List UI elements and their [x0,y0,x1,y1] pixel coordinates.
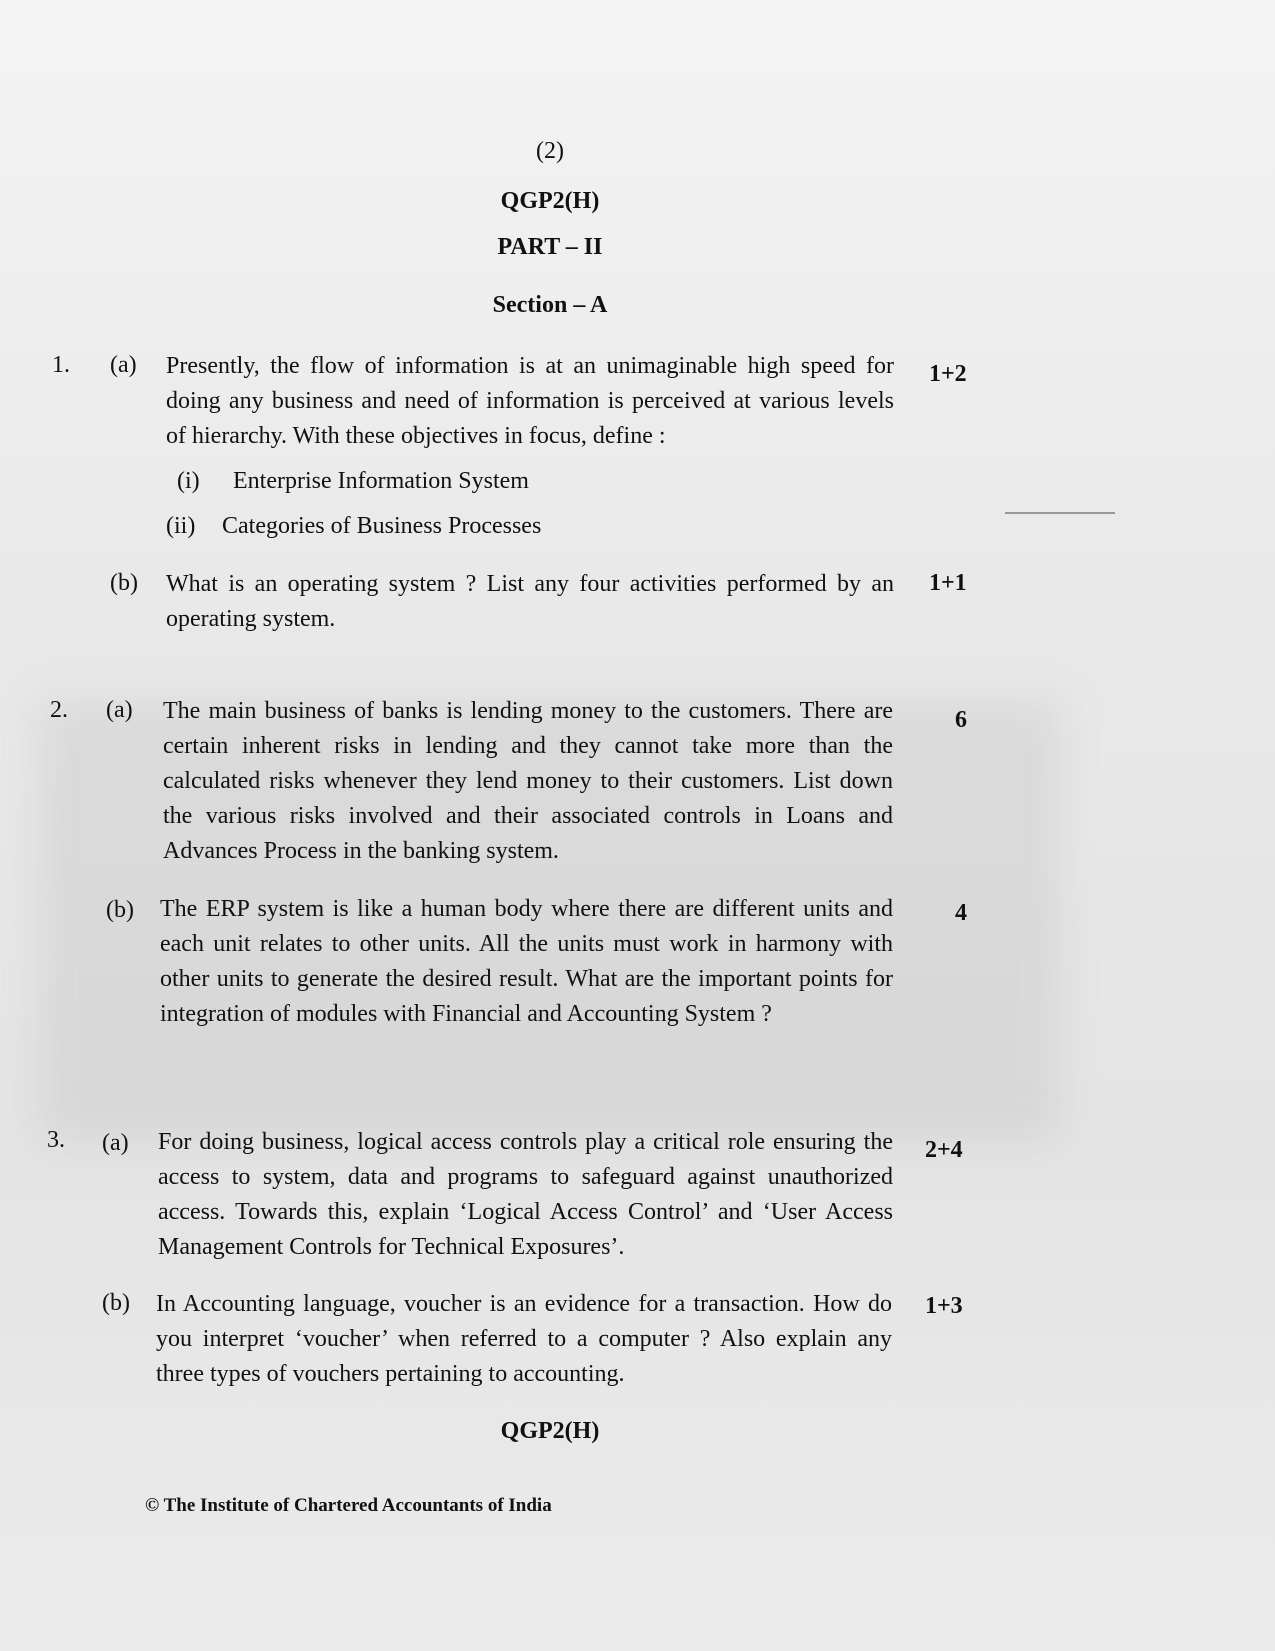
marks: 1+2 [929,361,967,387]
subquestion-label: (b) [106,897,134,923]
question-text: The main business of banks is lending money to the customers. There are certain inherent risks in lending and they cannot take more than the calculated risks whenever they lend money to their customers. List down the various risks involved and their associated controls in Loans and Advances Process in the banking system. [163,698,893,864]
list-item-text: Enterprise Information System [233,468,529,494]
marks: 2+4 [925,1137,963,1163]
question-number: 2. [50,697,68,723]
question-text: What is an operating system ? List any four activities performed by an operating system. [166,571,894,632]
part-heading: PART – II [497,234,603,260]
subquestion-label: (a) [102,1130,129,1156]
question-text: In Accounting language, voucher is an evidence for a transaction. How do you interpret ‘voucher’ when referred to a computer ? Also explain any three types of vouchers pertaining to accounting. [156,1291,892,1387]
list-item [166,513,541,540]
list-item-number: (ii) [166,513,196,539]
subquestion-label: (a) [110,352,137,378]
subquestion-label: (b) [102,1290,130,1316]
marks: 1+1 [929,570,967,596]
question-number: 3. [47,1127,65,1153]
question-text: For doing business, logical access controls play a critical role ensuring the access to system, data and programs to safeguard against unauthorized access. Towards this, explain ‘Logical Access Control’ and ‘User Access Management Controls for Technical Exposures’. [158,1129,893,1260]
question-number: 1. [52,352,70,378]
copyright-notice: © The Institute of Chartered Accountants of India [145,1495,552,1516]
list-item [177,468,529,495]
question-text: The ERP system is like a human body where there are different units and each unit relates to other units. All the units must work in harmony with other units to generate the desired result. What are the important points for integration of modules with Financial and Accounting System ? [160,896,893,1027]
list-item-text: Categories of Business Processes [222,513,542,539]
question-text: Presently, the flow of information is at an unimaginable high speed for doing any business and need of information is perceived at various levels of hierarchy. With these objectives in focus, define : [166,353,894,449]
paper-code: QGP2(H) [500,188,600,214]
subquestion-label: (a) [106,697,133,723]
footer-paper-code: QGP2(H) [500,1418,600,1444]
subquestion-label: (b) [110,570,138,596]
section-heading: Section – A [492,292,608,318]
list-item-number: (i) [177,468,200,494]
page-number: (2) [536,138,564,164]
marks: 6 [955,707,967,733]
marks: 1+3 [925,1293,963,1319]
marks: 4 [955,900,967,926]
page-fold-line [1005,512,1115,514]
